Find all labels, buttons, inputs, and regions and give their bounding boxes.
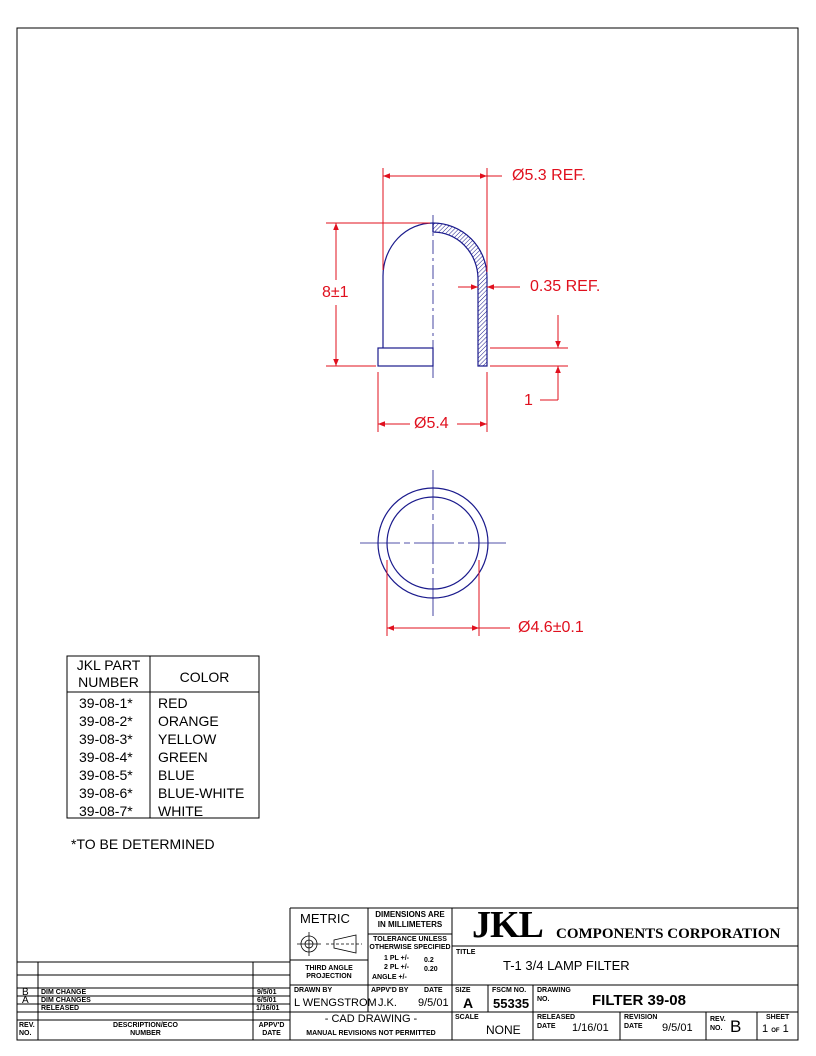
dim-flange-label: 1 <box>524 392 533 409</box>
released-date-label: DATE <box>537 1023 556 1030</box>
table-row <box>67 713 259 731</box>
scale-label: SCALE <box>455 1014 479 1021</box>
rev-row-a-desc: DIM CHANGES <box>41 997 91 1004</box>
parts-header-part-line1: JKL PART <box>76 657 141 673</box>
part-number: 39-08-1* <box>79 695 133 711</box>
tol-2pl-value: 0.20 <box>424 966 438 973</box>
dims-note-line1: DIMENSIONS ARE <box>375 910 445 919</box>
tolerance-note <box>368 936 452 951</box>
dims-note <box>368 911 452 929</box>
appvd-date: 9/5/01 <box>418 997 449 1009</box>
revision-date: 9/5/01 <box>662 1022 693 1034</box>
rev-header-desc <box>38 1022 253 1037</box>
third-angle-symbol <box>297 932 362 956</box>
part-color: WHITE <box>158 803 204 819</box>
rev-header-desc-line1: DESCRIPTION/ECO <box>113 1022 178 1029</box>
fscm-label: FSCM NO. <box>492 987 527 994</box>
sheet-of: OF <box>771 1028 780 1034</box>
part-number: 39-08-3* <box>79 731 133 747</box>
rev-header-rev-line1: REV. <box>19 1022 35 1029</box>
rev-header-rev <box>19 1022 35 1037</box>
appvd-date-label: DATE <box>424 987 443 994</box>
rev-row-a-letter: A <box>22 995 29 1006</box>
rev-header-desc-line2: NUMBER <box>130 1030 161 1037</box>
rev-row-b-date: 9/5/01 <box>257 989 277 996</box>
part-number: 39-08-4* <box>79 749 133 765</box>
side-view <box>378 223 487 366</box>
dim-height-label: 8±1 <box>322 284 349 301</box>
revision-date-label: DATE <box>624 1023 643 1030</box>
table-row <box>67 785 259 803</box>
part-color: YELLOW <box>158 731 217 747</box>
rev-row-a-date: 6/5/01 <box>257 997 277 1004</box>
sheet-number <box>762 1024 789 1035</box>
company-name: COMPONENTS CORPORATION <box>556 926 781 942</box>
tol-1pl: 1 PL +/- <box>384 955 409 962</box>
parts-header-part <box>67 658 150 689</box>
sheet-total: 1 <box>782 1023 789 1035</box>
third-angle-line1: THIRD ANGLE <box>305 965 353 972</box>
size-label: SIZE <box>455 987 471 994</box>
rev-row-b-letter: B <box>22 987 29 998</box>
table-row <box>67 749 259 767</box>
part-color: ORANGE <box>158 713 219 729</box>
drawn-by-label: DRAWN BY <box>294 987 333 994</box>
rev-header-appvd-line1: APPV'D <box>258 1022 285 1029</box>
cad-drawing: - CAD DRAWING - <box>324 1013 418 1025</box>
parts-header-color: COLOR <box>179 669 230 685</box>
tbd-note: *TO BE DETERMINED <box>71 836 215 852</box>
dim-outer-dia <box>383 168 502 272</box>
rev-label: REV. <box>710 1016 726 1023</box>
parts-header-part-line2: NUMBER <box>78 674 139 690</box>
rev-row-released-date: 1/16/01 <box>256 1005 280 1012</box>
drawing-no-label: NO. <box>537 996 550 1003</box>
dims-note-line2: IN MILLIMETERS <box>377 920 443 929</box>
drawing-number: FILTER 39-08 <box>592 992 686 1009</box>
tol-2pl: 2 PL +/- <box>384 964 409 971</box>
dim-flange <box>490 315 568 400</box>
drawing-label: DRAWING <box>537 987 571 994</box>
drawn-by: L WENGSTROM <box>294 997 377 1009</box>
rev-value: B <box>730 1017 742 1036</box>
tolerance-line2: OTHERWISE SPECIFIED <box>369 944 451 951</box>
appvd-by-label: APPV'D BY <box>371 987 409 994</box>
third-angle-line2: PROJECTION <box>306 973 352 980</box>
table-row <box>67 695 259 713</box>
sheet-label: SHEET <box>766 1014 790 1021</box>
sheet-current: 1 <box>762 1023 769 1035</box>
part-number: 39-08-2* <box>79 713 133 729</box>
jkl-logo: JKL <box>472 904 543 946</box>
tol-1pl-value: 0.2 <box>424 957 434 964</box>
part-color: RED <box>158 695 188 711</box>
scale-value: NONE <box>486 1023 521 1037</box>
rev-header-appvd <box>253 1022 290 1037</box>
table-row <box>67 803 259 821</box>
table-row <box>67 767 259 785</box>
third-angle-label <box>290 965 368 980</box>
part-number: 39-08-7* <box>79 803 133 819</box>
title-label: TITLE <box>456 949 476 956</box>
parts-rows <box>67 695 259 821</box>
dim-inner-dia <box>387 560 510 636</box>
part-number: 39-08-5* <box>79 767 133 783</box>
dim-inner-dia-label: Ø4.6±0.1 <box>518 619 584 636</box>
tol-angle: ANGLE +/- <box>372 974 407 981</box>
rev-row-released-desc: RELEASED <box>41 1005 80 1012</box>
revision-label: REVISION <box>624 1014 658 1021</box>
fscm-value: 55335 <box>493 996 530 1011</box>
rev-row-b-desc: DIM CHANGE <box>41 989 87 996</box>
size-value: A <box>463 995 474 1011</box>
part-number: 39-08-6* <box>79 785 133 801</box>
part-color: GREEN <box>158 749 208 765</box>
drawing-title: T-1 3/4 LAMP FILTER <box>503 958 630 973</box>
rev-header-appvd-line2: DATE <box>262 1030 281 1037</box>
metric-label: METRIC <box>300 911 350 926</box>
released-label: RELEASED <box>537 1014 576 1021</box>
dim-base-dia-label: Ø5.4 <box>414 415 449 432</box>
tolerance-line1: TOLERANCE UNLESS <box>373 936 447 943</box>
dim-wall-label: 0.35 REF. <box>530 278 601 295</box>
sheet-border <box>17 28 798 1040</box>
appvd-by: J.K. <box>378 997 397 1009</box>
manual-revisions: MANUAL REVISIONS NOT PERMITTED <box>306 1030 436 1037</box>
rev-no-label: NO. <box>710 1025 723 1032</box>
part-color: BLUE-WHITE <box>158 785 245 801</box>
table-row <box>67 731 259 749</box>
dim-outer-dia-label: Ø5.3 REF. <box>512 167 586 184</box>
part-color: BLUE <box>158 767 195 783</box>
top-view-centerlines <box>360 470 506 616</box>
released-date: 1/16/01 <box>572 1022 609 1034</box>
rev-header-rev-line2: NO. <box>19 1030 32 1037</box>
